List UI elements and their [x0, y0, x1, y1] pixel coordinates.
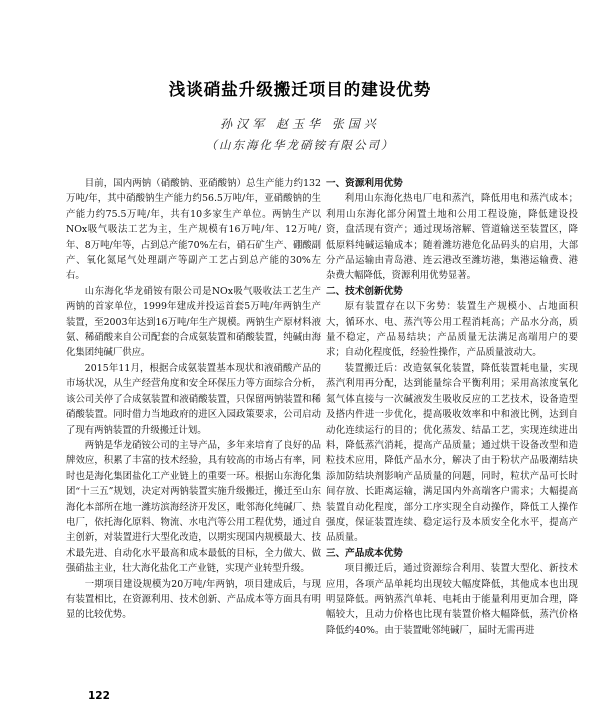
section-resources-paragraph: 利用山东海化热电厂电和蒸汽，降低用电和蒸汽成本；利用山东海化部分闲置土地和公用工程设施，降低建设投资，盘活现有资产；通过现场溶解、管道输送至装置区，降低原料纯碱运输成本；随着潍坊港危化品码头的启用，大部分产品运输由青岛港、连云港改至潍坊港，集港运输费、港杂费大幅降低，资源利用优势显著。	[326, 193, 578, 282]
left-paragraph-relocation: 两钠是华龙硝铵公司的主导产品，多年来培育了良好的品牌效应，积累了丰富的技术经验，具有较高的市场占有率，同时也是海化集团盐化工产业链上的重要一环。根据山东海化集团“十三五”规划，决定对两钠装置实施升级搬迁，搬迁至山东海化本部所在地一潍坊滨海经济开发区，毗邻海化纯碱厂、热电厂，依托海化原料、物流、水电汽等公用工程优势，通过自主创新，对装置进行大型化改造，以期实现国内规模最大、技术最先进、自动化水平最高和成本最低的目标，全力做大、做强硝盐主业，壮大海化盐化工产业链，实现产业转型升级。	[66, 439, 321, 575]
article-title: 浅谈硝盐升级搬迁项目的建设优势	[168, 80, 432, 99]
section-heading-technology: 二、技术创新优势	[326, 285, 403, 297]
section-heading-resources: 一、资源利用优势	[326, 178, 403, 189]
article-affiliation: （山东海化华龙硝铵有限公司）	[205, 138, 395, 152]
section-technology-paragraph-1: 原有装置存在以下劣势：装置生产规模小、占地面积大，循环水、电、蒸汽等公用工程消耗高；产品水分高，质量不稳定，产品易结块；产品质量无法满足高端用户的要求；自动化程度低，经验性操作，产品质量波动大。	[326, 301, 578, 359]
section-technology-paragraph-2: 装置搬迁后：改造氨氧化装置，降低装置耗电量，实现蒸汽利用再分配，达到能量综合平衡利用；采用高浓度氧化氮气体直接与一次碱液发生吸收反应的工艺技术，设备造型及搭内件进一步优化，提高吸收效率和中和液比例，达到自动化连续运行的目的；优化蒸发、结晶工艺，实现连续进出料，降低蒸汽消耗，提高产品质量；通过烘干设备改型和造粒技术应用，降低产品水分，解决了由于粉状产品吸潮结块添加防结块剂影响产品质量的问题，同时，粒状产品可长时间存放、长距离运输，满足国内外高端客户需求；大幅提高装置自动化程度，部分工序实现全自动操作，降低工人操作强度，保证装置连续、稳定运行及本质安全化水平，提高产品质量。	[326, 362, 578, 544]
left-paragraph-2015: 2015年11月，根据合成氨装置基本现状和液硝酸产品的市场状况，从生产经营角度和安全环保压力等方面综合分析，该公司关停了合成氨装置和液硝酸装置，只保留两钠装置和稀硝酸装置。同时借力当地政府的进区入园政策要求，公司启动了现有两钠装置的升级搬迁计划。	[66, 362, 321, 436]
left-paragraph-intro: 目前，国内两钠（硝酸钠、亚硝酸钠）总生产能力约132万吨/年，其中硝酸钠生产能力约56.5万吨/年，亚硝酸钠的生产能力约75.5万吨/年，共有10多家生产单位。两钠生产以NOx吸气吸法工艺为主，生产规模有16万吨/年、12万吨/年、8万吨/年等，占到总产能70%左右，硝石矿生产、硼酸副产、氧化氮尾气处理副产等副产工艺占到总产能的30%左右。	[66, 178, 321, 282]
left-paragraph-phase-one: 一期项目建设规模为20万吨/年两钠，项目建成后，与现有装置相比，在资源利用、技术创新、产品成本等方面具有明显的比较优势。	[66, 578, 321, 621]
left-paragraph-company: 山东海化华龙硝铵有限公司是NOx吸气吸收法工艺生产两钠的首家单位，1999年建成并投运首套5万吨/年两钠生产装置，至2003年达到16万吨/年生产规模。两钠生产原材料液氨、稀硝酸来自公司配套的合成氨装置和硝酸装置，纯碱由海化集团纯碱厂供应。	[66, 285, 321, 359]
article-authors: 孙汉军 赵玉华 张国兴	[220, 117, 380, 131]
section-cost-paragraph: 项目搬迁后，通过资源综合利用、装置大型化、新技术应用，各项产品单耗均出现较大幅度降低，其他成本也出现明显降低。两钠蒸汽单耗、电耗由于能量利用更加合理，降幅较大，且动力价格也比现有装置价格大幅降低，蒸汽价格降低约40%。由于装置毗邻纯碱厂，届时无需再进	[326, 563, 578, 636]
page-number: 122	[88, 690, 110, 702]
left-column	[66, 176, 321, 623]
right-column	[326, 176, 578, 638]
section-heading-cost: 三、产品成本优势	[326, 547, 403, 559]
